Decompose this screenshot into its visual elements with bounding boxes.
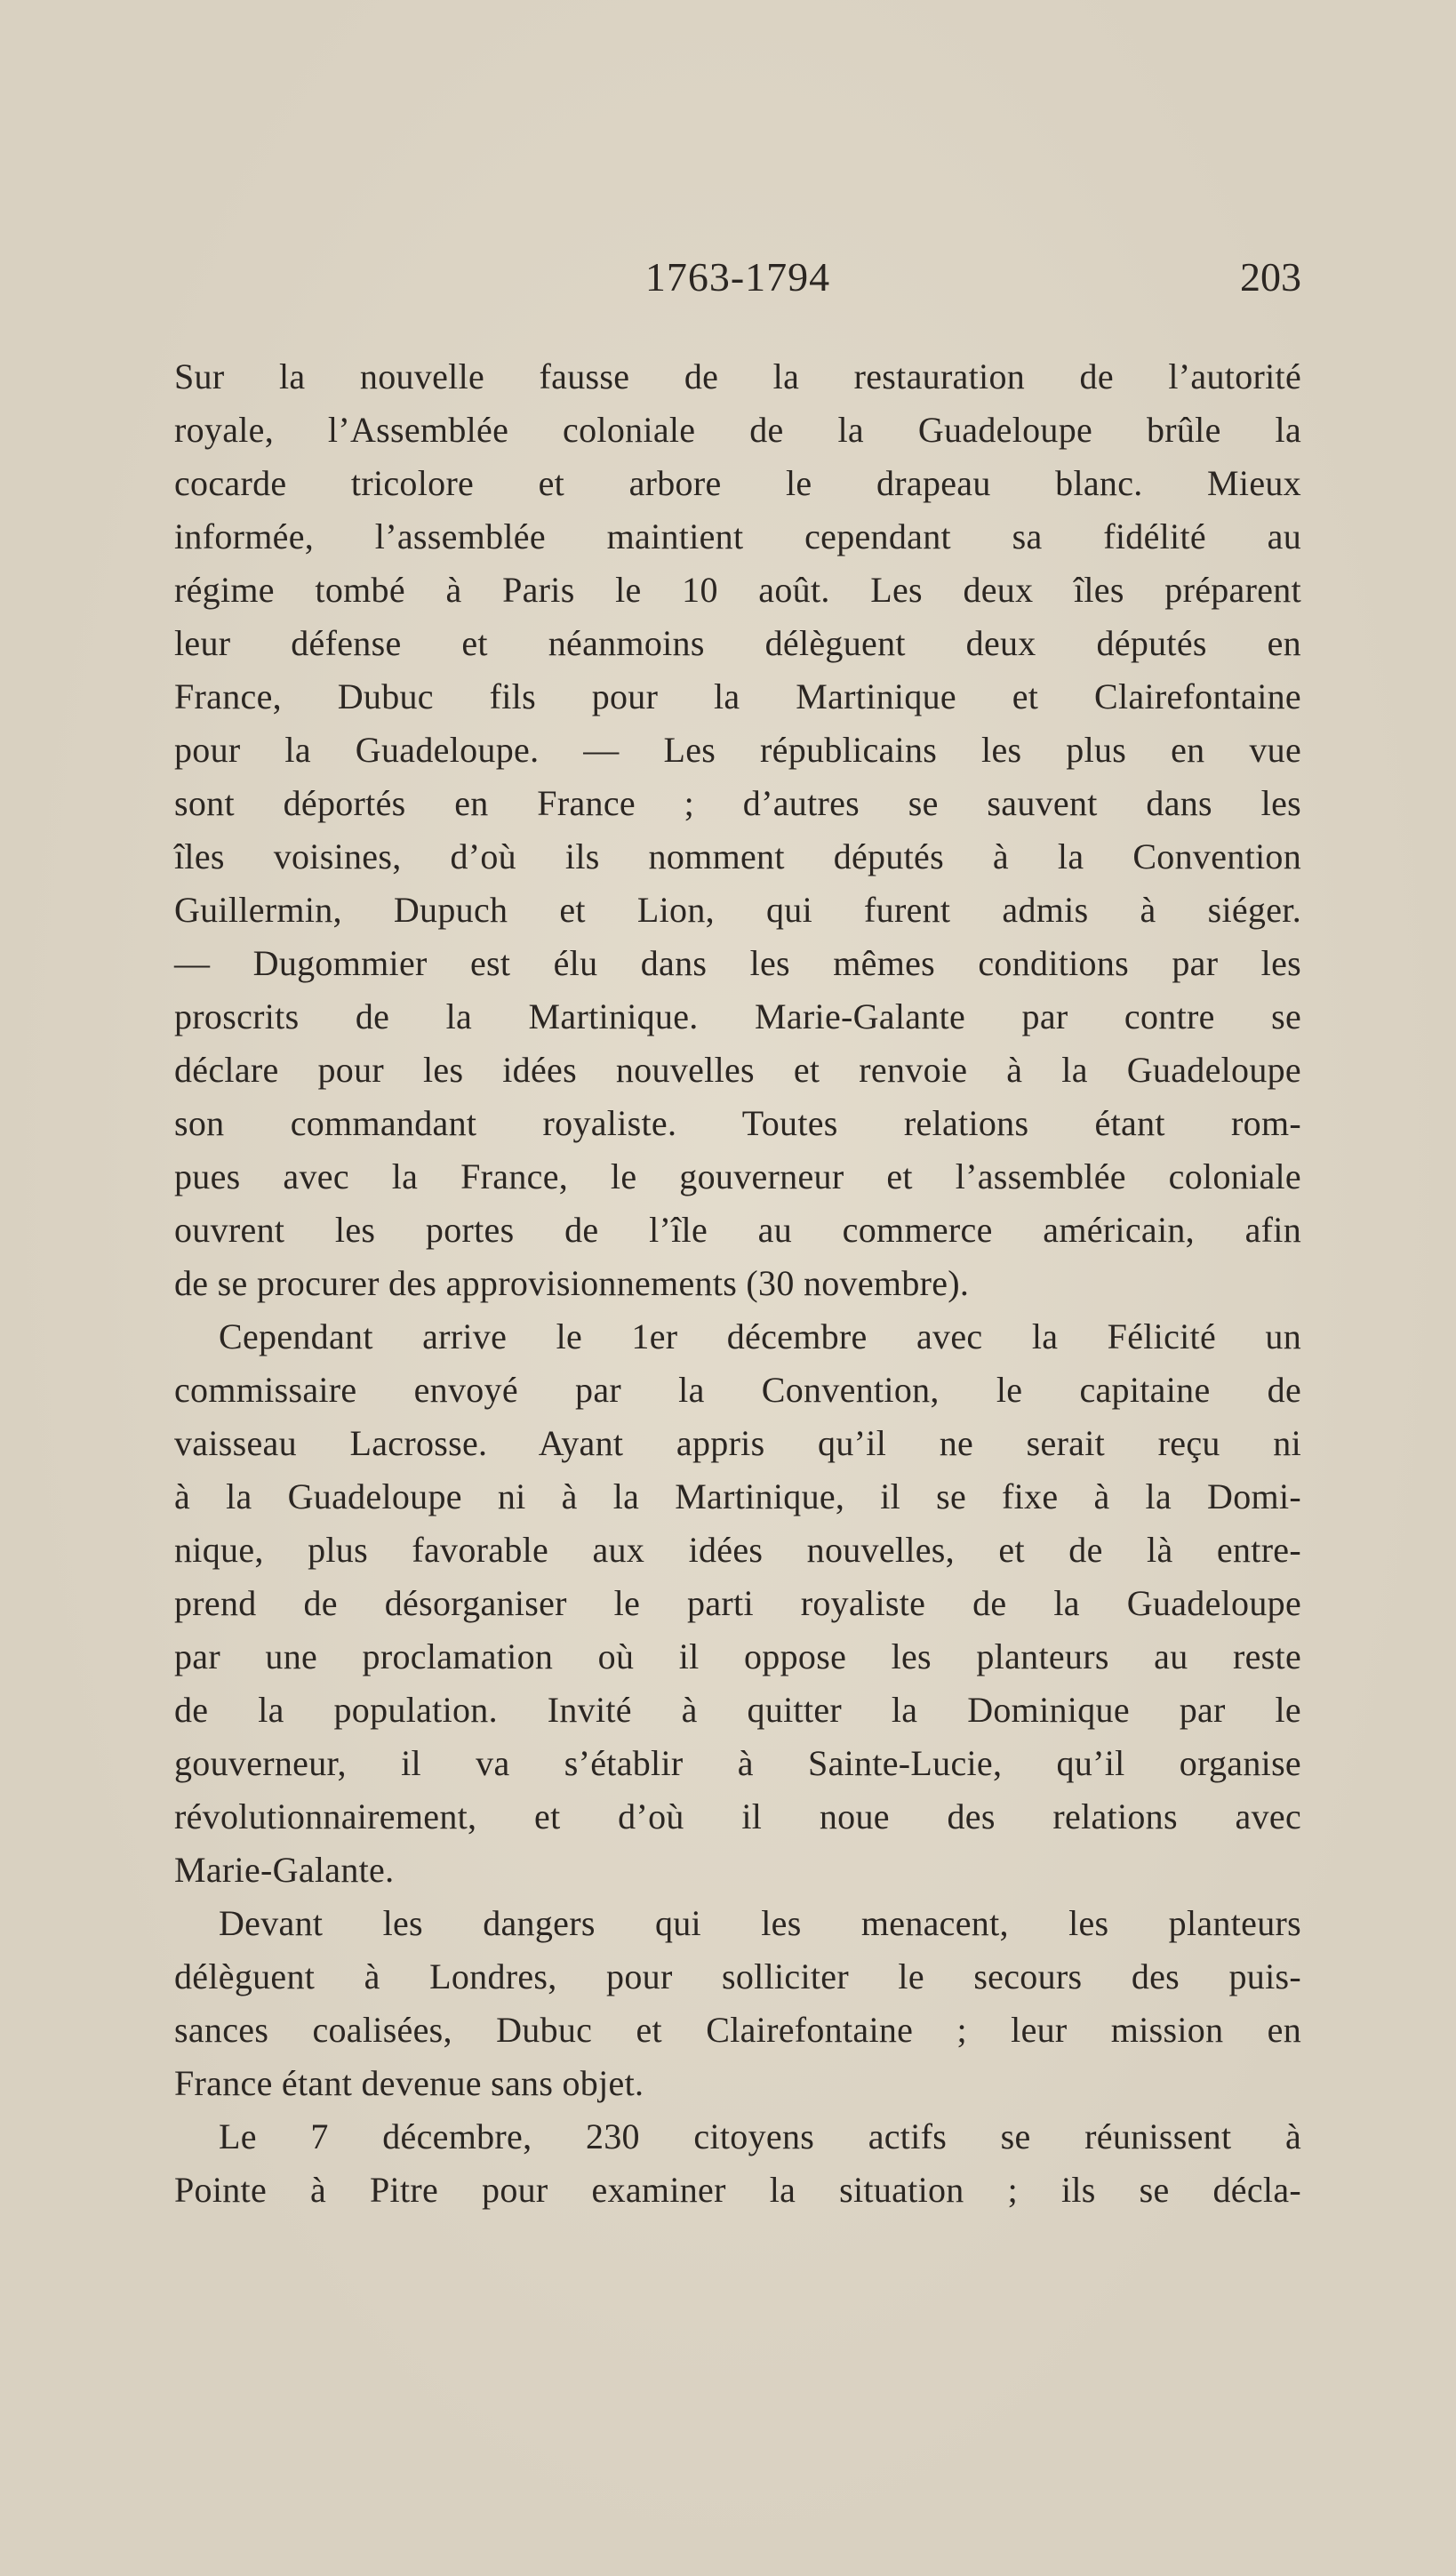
text-line: régime tombé à Paris le 10 août. Les deux îles préparent (174, 570, 1301, 610)
text-line: ouvrent les portes de l’île au commerce américain, afin (174, 1210, 1301, 1250)
text-line: pour la Guadeloupe. — Les républicains les plus en vue (174, 730, 1301, 770)
text-line: France étant devenue sans objet. (174, 2063, 644, 2103)
text-line: nique, plus favorable aux idées nouvelles, et de là entre- (174, 1530, 1301, 1570)
text-line: gouverneur, il va s’établir à Sainte-Lucie, qu’il organise (174, 1743, 1301, 1783)
text-line: commissaire envoyé par la Convention, le capitaine de (174, 1370, 1301, 1410)
text-line: Sur la nouvelle fausse de la restauration de l’autorité (174, 356, 1301, 396)
text-line: à la Guadeloupe ni à la Martinique, il se fixe à la Domi- (174, 1476, 1301, 1516)
text-line: de se procurer des approvisionnements (30 novembre). (174, 1263, 970, 1303)
text-line: îles voisines, d’où ils nomment députés à la Convention (174, 836, 1301, 876)
text-line: vaisseau Lacrosse. Ayant appris qu’il ne serait reçu ni (174, 1423, 1301, 1463)
text-line: délèguent à Londres, pour solliciter le secours des puis- (174, 1956, 1301, 1996)
text-line: Devant les dangers qui les menacent, les planteurs (219, 1903, 1301, 1943)
text-line: Guillermin, Dupuch et Lion, qui furent admis à siéger. (174, 890, 1301, 930)
text-line: Le 7 décembre, 230 citoyens actifs se réunissent à (219, 2116, 1301, 2156)
text-line: son commandant royaliste. Toutes relations étant rom- (174, 1103, 1301, 1143)
text-line: cocarde tricolore et arbore le drapeau blanc. Mieux (174, 463, 1301, 503)
page-header (174, 251, 1301, 304)
text-line: Cependant arrive le 1er décembre avec la Félicité un (219, 1316, 1301, 1356)
page-number: 203 (1240, 254, 1301, 300)
text-line: Pointe à Pitre pour examiner la situation ; ils se décla- (174, 2170, 1301, 2210)
body-text (174, 350, 1301, 2217)
text-line: de la population. Invité à quitter la Dominique par le (174, 1690, 1301, 1730)
text-line: révolutionnairement, et d’où il noue des relations avec (174, 1796, 1301, 1836)
running-head: 1763-1794 (644, 254, 831, 300)
text-line: sances coalisées, Dubuc et Clairefontaine ; leur mission en (174, 2010, 1301, 2050)
text-line: par une proclamation où il oppose les planteurs au reste (174, 1636, 1301, 1676)
text-line: prend de désorganiser le parti royaliste de la Guadeloupe (174, 1583, 1301, 1623)
text-line: leur défense et néanmoins délèguent deux députés en (174, 623, 1301, 663)
text-line: sont déportés en France ; d’autres se sauvent dans les (174, 783, 1301, 823)
text-line: Marie-Galante. (174, 1850, 395, 1890)
text-line: France, Dubuc fils pour la Martinique et Clairefontaine (174, 676, 1301, 716)
text-line: informée, l’assemblée maintient cependant sa fidélité au (174, 516, 1301, 556)
text-line: — Dugommier est élu dans les mêmes conditions par les (174, 943, 1301, 983)
text-line: pues avec la France, le gouverneur et l’assemblée coloniale (174, 1156, 1301, 1196)
text-line: déclare pour les idées nouvelles et renvoie à la Guadeloupe (174, 1050, 1301, 1090)
text-line: royale, l’Assemblée coloniale de la Guadeloupe brûle la (174, 410, 1301, 450)
text-line: proscrits de la Martinique. Marie-Galante par contre se (174, 996, 1301, 1036)
